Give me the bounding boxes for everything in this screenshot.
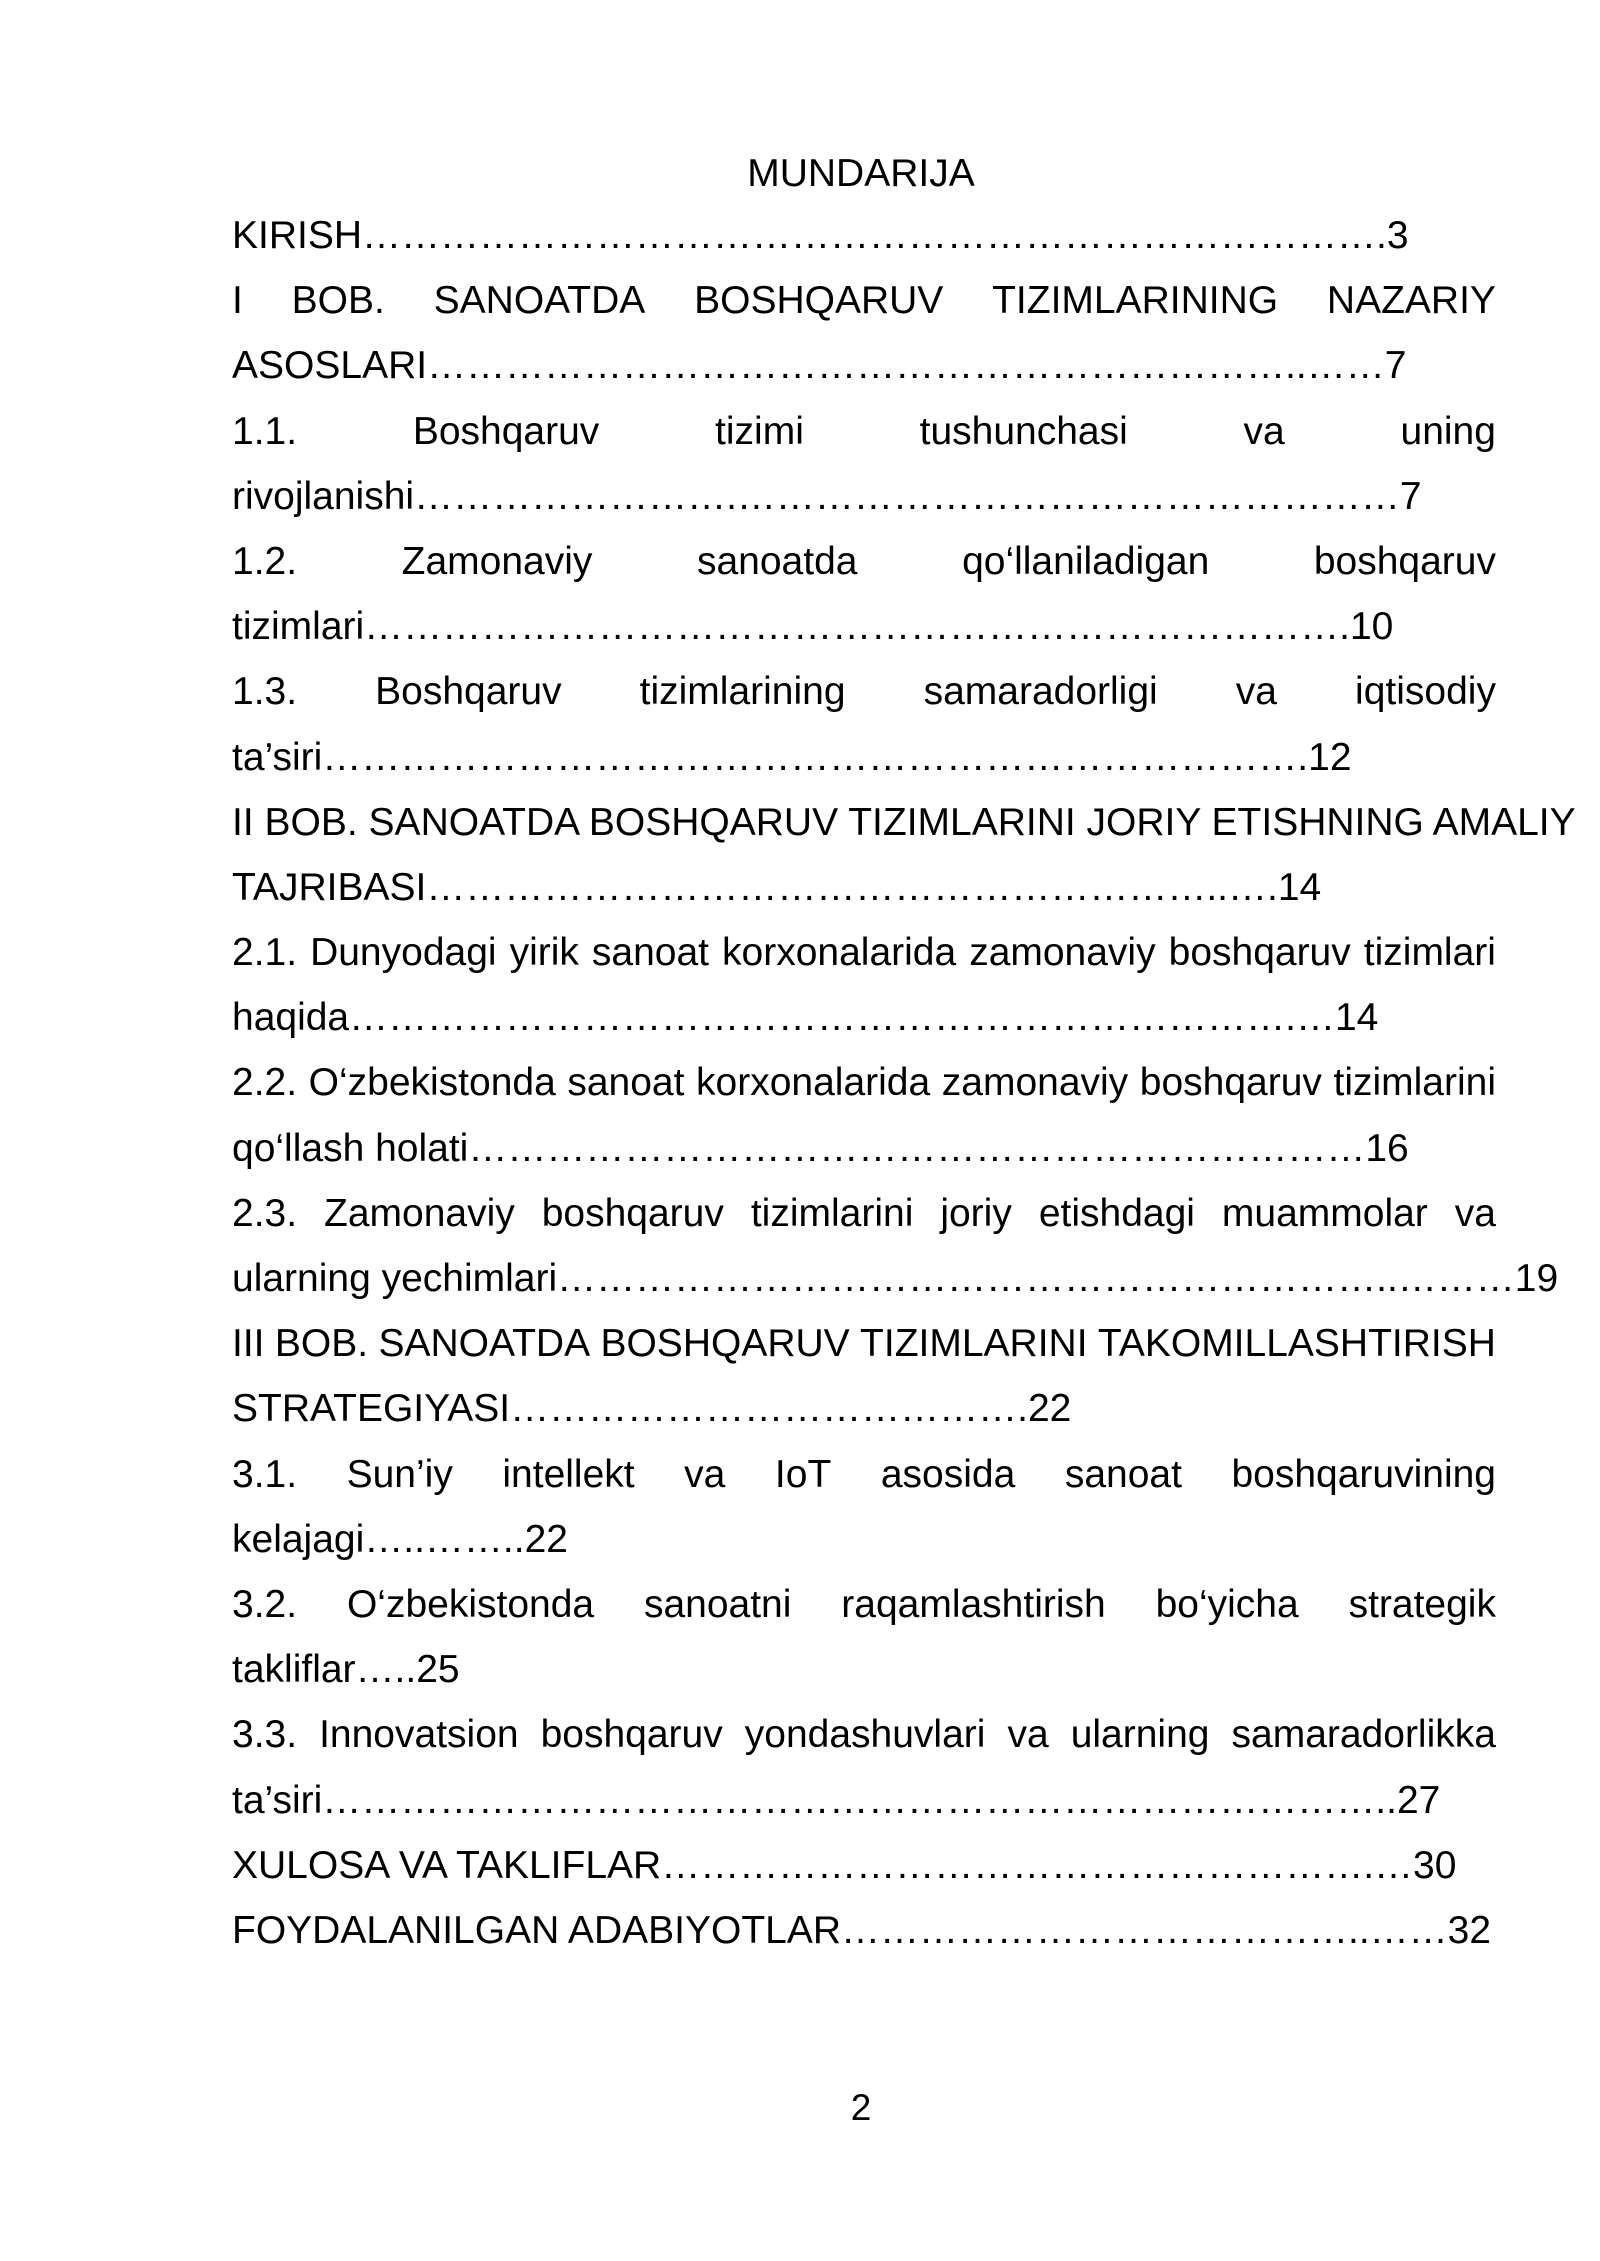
toc-word: boshqaruv bbox=[541, 1191, 724, 1235]
toc-entry-1-3 bbox=[232, 668, 1496, 733]
toc-word: sanoat bbox=[591, 931, 710, 975]
toc-word: 1.1. bbox=[232, 409, 298, 453]
toc-word: va bbox=[1454, 1191, 1496, 1235]
toc-entry-kirish: KIRISH…………………………………………………………………….3 bbox=[232, 214, 1409, 257]
toc-entry-3-3 bbox=[232, 1711, 1496, 1776]
toc-word: tizimlarining bbox=[639, 670, 846, 714]
toc-entry-2-3-leader: ularning yechimlari………………………………………………………..………19 bbox=[232, 1257, 1559, 1300]
toc-word: SANOATDA bbox=[433, 279, 646, 323]
toc-word: yirik bbox=[509, 931, 579, 975]
toc-word: samaradorligi bbox=[923, 670, 1158, 714]
toc-entry-2-1 bbox=[232, 929, 1496, 994]
table-of-contents bbox=[232, 212, 1576, 1972]
toc-word: korxonalarida bbox=[722, 931, 957, 975]
toc-entry-xulosa: XULOSA VA TAKLIFLAR……………………………………………….…30 bbox=[232, 1843, 1457, 1887]
toc-word: va bbox=[1007, 1713, 1049, 1757]
toc-word: SANOATDA bbox=[378, 1322, 591, 1366]
toc-word: 2.3. bbox=[232, 1191, 298, 1235]
toc-entry-1-3-leader: ta’siri………………………………………………………………….12 bbox=[232, 735, 1352, 779]
toc-word: joriy bbox=[940, 1191, 1012, 1235]
toc-entry-chapter-3-leader: STRATEGIYASI………………………………….22 bbox=[232, 1387, 1072, 1431]
toc-entry-2-2 bbox=[232, 1059, 1496, 1124]
page-title: MUNDARIJA bbox=[747, 152, 975, 195]
toc-entry-1-2-leader: tizimlari………………………………………………………………….10 bbox=[232, 605, 1394, 649]
toc-word: zamonaviy bbox=[941, 1061, 1129, 1105]
toc-word: sanoat bbox=[1064, 1452, 1182, 1496]
toc-word: boshqaruv bbox=[540, 1713, 723, 1757]
toc-word: 2.2. bbox=[232, 1061, 298, 1105]
toc-word: samaradorlikka bbox=[1231, 1713, 1496, 1757]
toc-word: tizimlarini bbox=[750, 1191, 914, 1235]
toc-word: raqamlashtirish bbox=[841, 1582, 1106, 1626]
toc-word: asosida bbox=[880, 1452, 1016, 1496]
toc-entry-1-2 bbox=[232, 538, 1496, 603]
toc-word: 1.3. bbox=[232, 670, 298, 714]
toc-entry-chapter-2: II BOB. SANOATDA BOSHQARUV TIZIMLARINI JORIY ETISHNING AMALIY bbox=[232, 800, 1576, 844]
toc-word: Dunyodagi bbox=[310, 931, 497, 975]
toc-entry-2-1-leader: haqida……………………………………………………………….…14 bbox=[232, 996, 1379, 1040]
toc-word: NAZARIY bbox=[1326, 279, 1496, 323]
toc-word: Zamonaviy bbox=[401, 539, 593, 583]
toc-word: va bbox=[684, 1452, 726, 1496]
toc-word: va bbox=[1235, 670, 1277, 714]
toc-word: qo‘llaniladigan bbox=[962, 539, 1210, 583]
toc-word: Boshqaruv bbox=[375, 670, 562, 714]
toc-word: Innovatsion bbox=[319, 1713, 519, 1757]
toc-word: IoT bbox=[774, 1452, 832, 1496]
toc-word: Sun’iy bbox=[346, 1452, 453, 1496]
toc-word: sanoatni bbox=[643, 1582, 792, 1626]
toc-word: BOSHQARUV bbox=[694, 279, 944, 323]
toc-word: 3.2. bbox=[232, 1582, 298, 1626]
toc-word: intellekt bbox=[502, 1452, 635, 1496]
toc-word: sanoat bbox=[567, 1061, 685, 1105]
toc-word: O‘zbekistonda bbox=[346, 1582, 595, 1626]
toc-word: uning bbox=[1400, 409, 1496, 453]
toc-word: muammolar bbox=[1221, 1191, 1428, 1235]
toc-word: BOB. bbox=[291, 279, 385, 323]
toc-entry-2-2-leader: qo‘llash holati……………………………………………………………16 bbox=[232, 1126, 1409, 1170]
toc-word: 2.1. bbox=[232, 931, 298, 975]
toc-entry-3-1-leader: kelajagi…..……..22 bbox=[232, 1517, 568, 1561]
toc-word: tizimlarini bbox=[1333, 1061, 1496, 1105]
toc-word: korxonalarida bbox=[696, 1061, 931, 1105]
toc-word: tizimi bbox=[715, 409, 804, 453]
toc-entry-1-1-leader: rivojlanishi…………………….……………………………………………7 bbox=[232, 474, 1422, 518]
toc-word: TIZIMLARINING bbox=[992, 279, 1279, 323]
toc-word: etishdagi bbox=[1038, 1191, 1195, 1235]
toc-word: 3.1. bbox=[232, 1452, 298, 1496]
toc-entry-chapter-1 bbox=[232, 277, 1496, 342]
toc-word: 1.2. bbox=[232, 539, 298, 583]
toc-word: O‘zbekistonda bbox=[308, 1061, 556, 1105]
toc-word: Zamonaviy bbox=[324, 1191, 515, 1235]
toc-word: strategik bbox=[1348, 1582, 1496, 1626]
page-number: 2 bbox=[850, 2087, 872, 2128]
toc-word: 3.3. bbox=[232, 1713, 298, 1757]
toc-entry-chapter-1-leader: ASOSLARI…………………………………………………………..……7 bbox=[232, 344, 1407, 388]
toc-entry-3-2-leader: takliflar…..25 bbox=[232, 1648, 460, 1692]
toc-word: bo‘yicha bbox=[1155, 1582, 1299, 1626]
toc-entry-1-1 bbox=[232, 408, 1496, 473]
toc-word: boshqaruv bbox=[1139, 1061, 1322, 1105]
toc-word: boshqaruvining bbox=[1231, 1452, 1496, 1496]
toc-word: BOSHQARUV bbox=[600, 1322, 850, 1366]
toc-word: zamonaviy bbox=[969, 931, 1156, 975]
toc-entry-3-3-leader: ta’siri………………………………………………………………………..27 bbox=[232, 1778, 1441, 1822]
toc-word: tizimlari bbox=[1363, 931, 1496, 975]
toc-word: boshqaruv bbox=[1168, 931, 1351, 975]
toc-entry-3-2 bbox=[232, 1581, 1496, 1646]
toc-word: yondashuvlari bbox=[744, 1713, 986, 1757]
toc-word: TIZIMLARINI bbox=[860, 1322, 1088, 1366]
toc-entry-adabiyotlar: FOYDALANILGAN ADABIYOTLAR…………………………………..……32 bbox=[232, 1908, 1492, 1952]
toc-word: va bbox=[1243, 409, 1285, 453]
toc-word: iqtisodiy bbox=[1355, 670, 1496, 714]
toc-entry-2-3 bbox=[232, 1190, 1496, 1255]
toc-word: ularning bbox=[1070, 1713, 1210, 1757]
toc-entry-3-1 bbox=[232, 1451, 1496, 1516]
toc-word: III bbox=[232, 1322, 265, 1366]
toc-word: sanoatda bbox=[696, 539, 858, 583]
toc-word: tushunchasi bbox=[919, 409, 1128, 453]
toc-word: I bbox=[232, 279, 243, 323]
toc-word: boshqaruv bbox=[1313, 539, 1496, 583]
toc-word: BOB. bbox=[274, 1322, 369, 1366]
toc-entry-chapter-2-leader: TAJRIBASI……………………………………………………..….14 bbox=[232, 865, 1322, 909]
toc-word: TAKOMILLASHTIRISH bbox=[1097, 1322, 1496, 1366]
toc-entry-chapter-3 bbox=[232, 1320, 1496, 1385]
toc-word: Boshqaruv bbox=[412, 409, 600, 453]
